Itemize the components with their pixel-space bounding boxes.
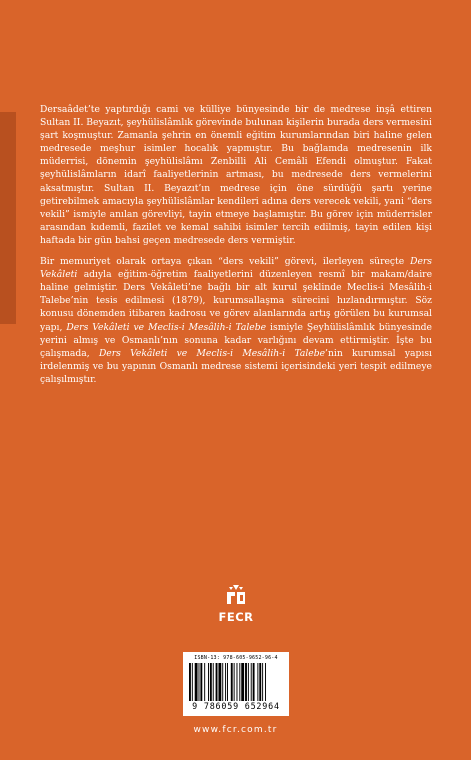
blurb-text: ’nin kurumsal yapısı irdelenmiş ve bu yapının Osmanlı medrese sistemi içerisindeki yeri tespit edilmeye çalışılmıştır. [40, 347, 432, 385]
barcode-bar [208, 663, 209, 701]
blurb-text: ismiyle Şeyhülislâmlık bünyesinde yerini almış ve Osmanlı’nın sonuna kadar varlığını devam ettirmiştir. İşte bu çalışmada, [40, 321, 432, 359]
publisher-name: FECR [218, 610, 254, 624]
barcode-bar [251, 663, 252, 701]
barcode-bar [216, 663, 218, 701]
blurb-text: Bir memuriyet olarak ortaya çıkan “ders vekili” görevi, ilerleyen süreçte [40, 256, 411, 268]
barcode-bar [262, 663, 263, 701]
barcode-bar [265, 663, 266, 701]
barcode-bar [248, 663, 249, 701]
barcode-bar [225, 663, 226, 701]
publisher-logo [209, 582, 263, 624]
blurb-text: adıyla eğitim-öğretim faaliyetlerini düzenleyen resmî bir makam/daire haline gelmiştir. Ders Vekâleti’ne bağlı bir alt kurul şeklinde Meclis-i Mesâlih-i Talebe’nin tesis edilmesi (1879), kurumsallaşma sürecini hızlandırmıştır. Söz konusu dönemden itibaren kadrosu ve görev alanlarında artış görülen bu kurumsal yapı, [40, 269, 432, 333]
fecr-logo-icon [223, 582, 249, 608]
blurb-italic-title: Ders Vekâleti ve Meclis-i Mesâlih-i Talebe [98, 347, 326, 359]
barcode-bar [195, 663, 198, 701]
barcode-bar [241, 663, 244, 701]
blurb-italic-title: Ders Vekâleti ve Meclis-i Mesâlih-i Talebe [66, 321, 267, 333]
isbn-barcode [183, 652, 289, 716]
barcode-bar [192, 663, 193, 701]
blurb-paragraph-1: Dersaâdet’te yaptırdığı cami ve külliye bünyesinde bir de medrese inşâ ettiren Sultan II. Beyazıt, şeyhülislâmlık görevinde bulunan kişilerin burada ders vermesini şart koşmuştur. Zamanla şehrin en önemli eğitim kurumlarından biri haline gelen medresede meşhur isimler hocalık yapmıştır. Bu bağlamda medresenin ilk müderrisi, dönemin şeyhülislâmı Zenbilli Ali Cemâli Efendi olmuştur. Fakat şeyhülislâmların idarî faaliyetlerinin artması, bu medresede ders vermelerini aksatmıştır. Sultan II. Beyazıt’ın medrese için öne sürdüğü şartı yerine getirebilmek amacıyla şeyhülislâmlar kendileri adına ders verecek vekili, yani “ders vekili” ismiyle anılan görevliyi, tayin etmeye başlamıştır. Bu görev için müderrisler arasından kıdemli, fazilet ve kemal sahibi isimler tercih edilmiş, tayin edilen kişi haftada bir gün bahsi geçen medresede ders vermiştir. [40, 104, 432, 246]
barcode-bars [189, 663, 283, 701]
back-cover-blurb [40, 103, 432, 394]
blurb-italic-title: Ders Vekâleti [40, 256, 432, 281]
isbn-label: ISBN-13: 978-605-9652-96-4 [194, 655, 278, 661]
barcode-bar [237, 663, 238, 701]
barcode-digits: 9 786059 652964 [192, 701, 280, 711]
barcode-bar [189, 663, 191, 701]
barcode-bar [231, 663, 233, 701]
barcode-bar [257, 663, 258, 701]
blurb-paragraph-2 [40, 255, 432, 386]
barcode-bar [204, 663, 205, 701]
barcode-bar [227, 663, 228, 701]
publisher-website: www.fcr.com.tr [193, 725, 278, 735]
barcode-bar [213, 663, 214, 701]
barcode-bar [210, 663, 212, 701]
barcode-bar [259, 663, 261, 701]
barcode-bar [200, 663, 202, 701]
spine-color-strip [0, 112, 16, 324]
barcode-bar [239, 663, 240, 701]
barcode-bar [245, 663, 247, 701]
barcode-bar [218, 663, 221, 701]
barcode-bar [253, 663, 255, 701]
barcode-bar [199, 663, 200, 701]
barcode-bar [222, 663, 223, 701]
barcode-bar [234, 663, 235, 701]
